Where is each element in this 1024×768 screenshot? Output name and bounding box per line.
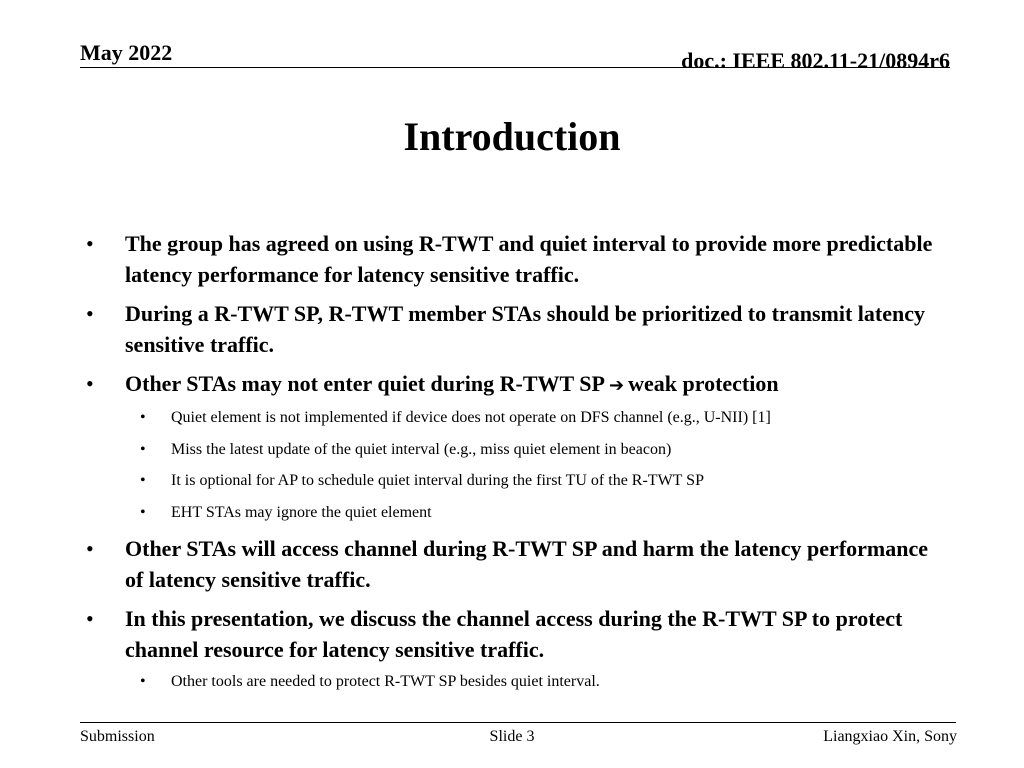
sub-bullet-text: Other tools are needed to protect R-TWT SP besides quiet interval. bbox=[171, 673, 600, 690]
footer-slide-number: Slide 3 bbox=[489, 728, 535, 745]
header-doc-id: doc.: IEEE 802.11-21/0894r6 bbox=[681, 48, 950, 73]
sub-bullet-marker: • bbox=[140, 673, 146, 690]
bullet-2 bbox=[86, 298, 946, 360]
bullet-3-text-after: weak protection bbox=[628, 371, 779, 396]
sub-bullet bbox=[86, 439, 946, 461]
bullet-1 bbox=[86, 228, 946, 290]
bullet-3-subitems bbox=[86, 407, 946, 524]
sub-bullet-text: Miss the latest update of the quiet interval (e.g., miss quiet element in beacon) bbox=[171, 440, 672, 458]
bullet-marker: • bbox=[86, 371, 94, 396]
sub-bullet-marker: • bbox=[140, 440, 146, 458]
sub-bullet bbox=[86, 470, 946, 492]
bullet-1-text: The group has agreed on using R-TWT and quiet interval to provide more predictable latency performance for latency sensitive traffic. bbox=[125, 231, 933, 287]
bullet-4-text: Other STAs will access channel during R-TWT SP and harm the latency performance of latency sensitive traffic. bbox=[125, 536, 928, 592]
bullet-marker: • bbox=[86, 536, 94, 561]
footer-submission: Submission bbox=[80, 728, 155, 745]
bullet-3-text-before: Other STAs may not enter quiet during R-TWT SP bbox=[125, 371, 605, 396]
header-rule bbox=[80, 67, 950, 68]
sub-bullet-marker: • bbox=[140, 503, 146, 521]
bullet-4 bbox=[86, 533, 946, 595]
header-date: May 2022 bbox=[80, 40, 173, 65]
sub-bullet-text: Quiet element is not implemented if device does not operate on DFS channel (e.g., U-NII) [1] bbox=[171, 409, 771, 426]
sub-bullet bbox=[86, 502, 946, 524]
bullet-5-text: In this presentation, we discuss the channel access during the R-TWT SP to protect channel resource for latency sensitive traffic. bbox=[125, 606, 903, 662]
bullet-marker: • bbox=[86, 231, 94, 256]
sub-bullet-text: It is optional for AP to schedule quiet interval during the first TU of the R-TWT SP bbox=[171, 472, 704, 489]
bullet-marker: • bbox=[86, 301, 94, 326]
sub-bullet-text: EHT STAs may ignore the quiet element bbox=[171, 503, 432, 521]
bullet-marker: • bbox=[86, 606, 94, 631]
slide-content bbox=[86, 228, 946, 703]
sub-bullet bbox=[86, 407, 946, 429]
sub-bullet-marker: • bbox=[140, 472, 146, 489]
footer-rule bbox=[80, 722, 956, 723]
sub-bullet bbox=[86, 671, 946, 693]
bullet-5-subitems bbox=[86, 671, 946, 693]
bullet-3 bbox=[86, 368, 946, 401]
bullet-2-text: During a R-TWT SP, R-TWT member STAs should be prioritized to transmit latency sensitive traffic. bbox=[125, 301, 925, 357]
right-arrow-icon: ➔ bbox=[608, 375, 625, 396]
footer-author: Liangxiao Xin, Sony bbox=[823, 728, 957, 745]
slide-title: Introduction bbox=[403, 114, 621, 159]
bullet-5 bbox=[86, 603, 946, 665]
sub-bullet-marker: • bbox=[140, 409, 146, 426]
